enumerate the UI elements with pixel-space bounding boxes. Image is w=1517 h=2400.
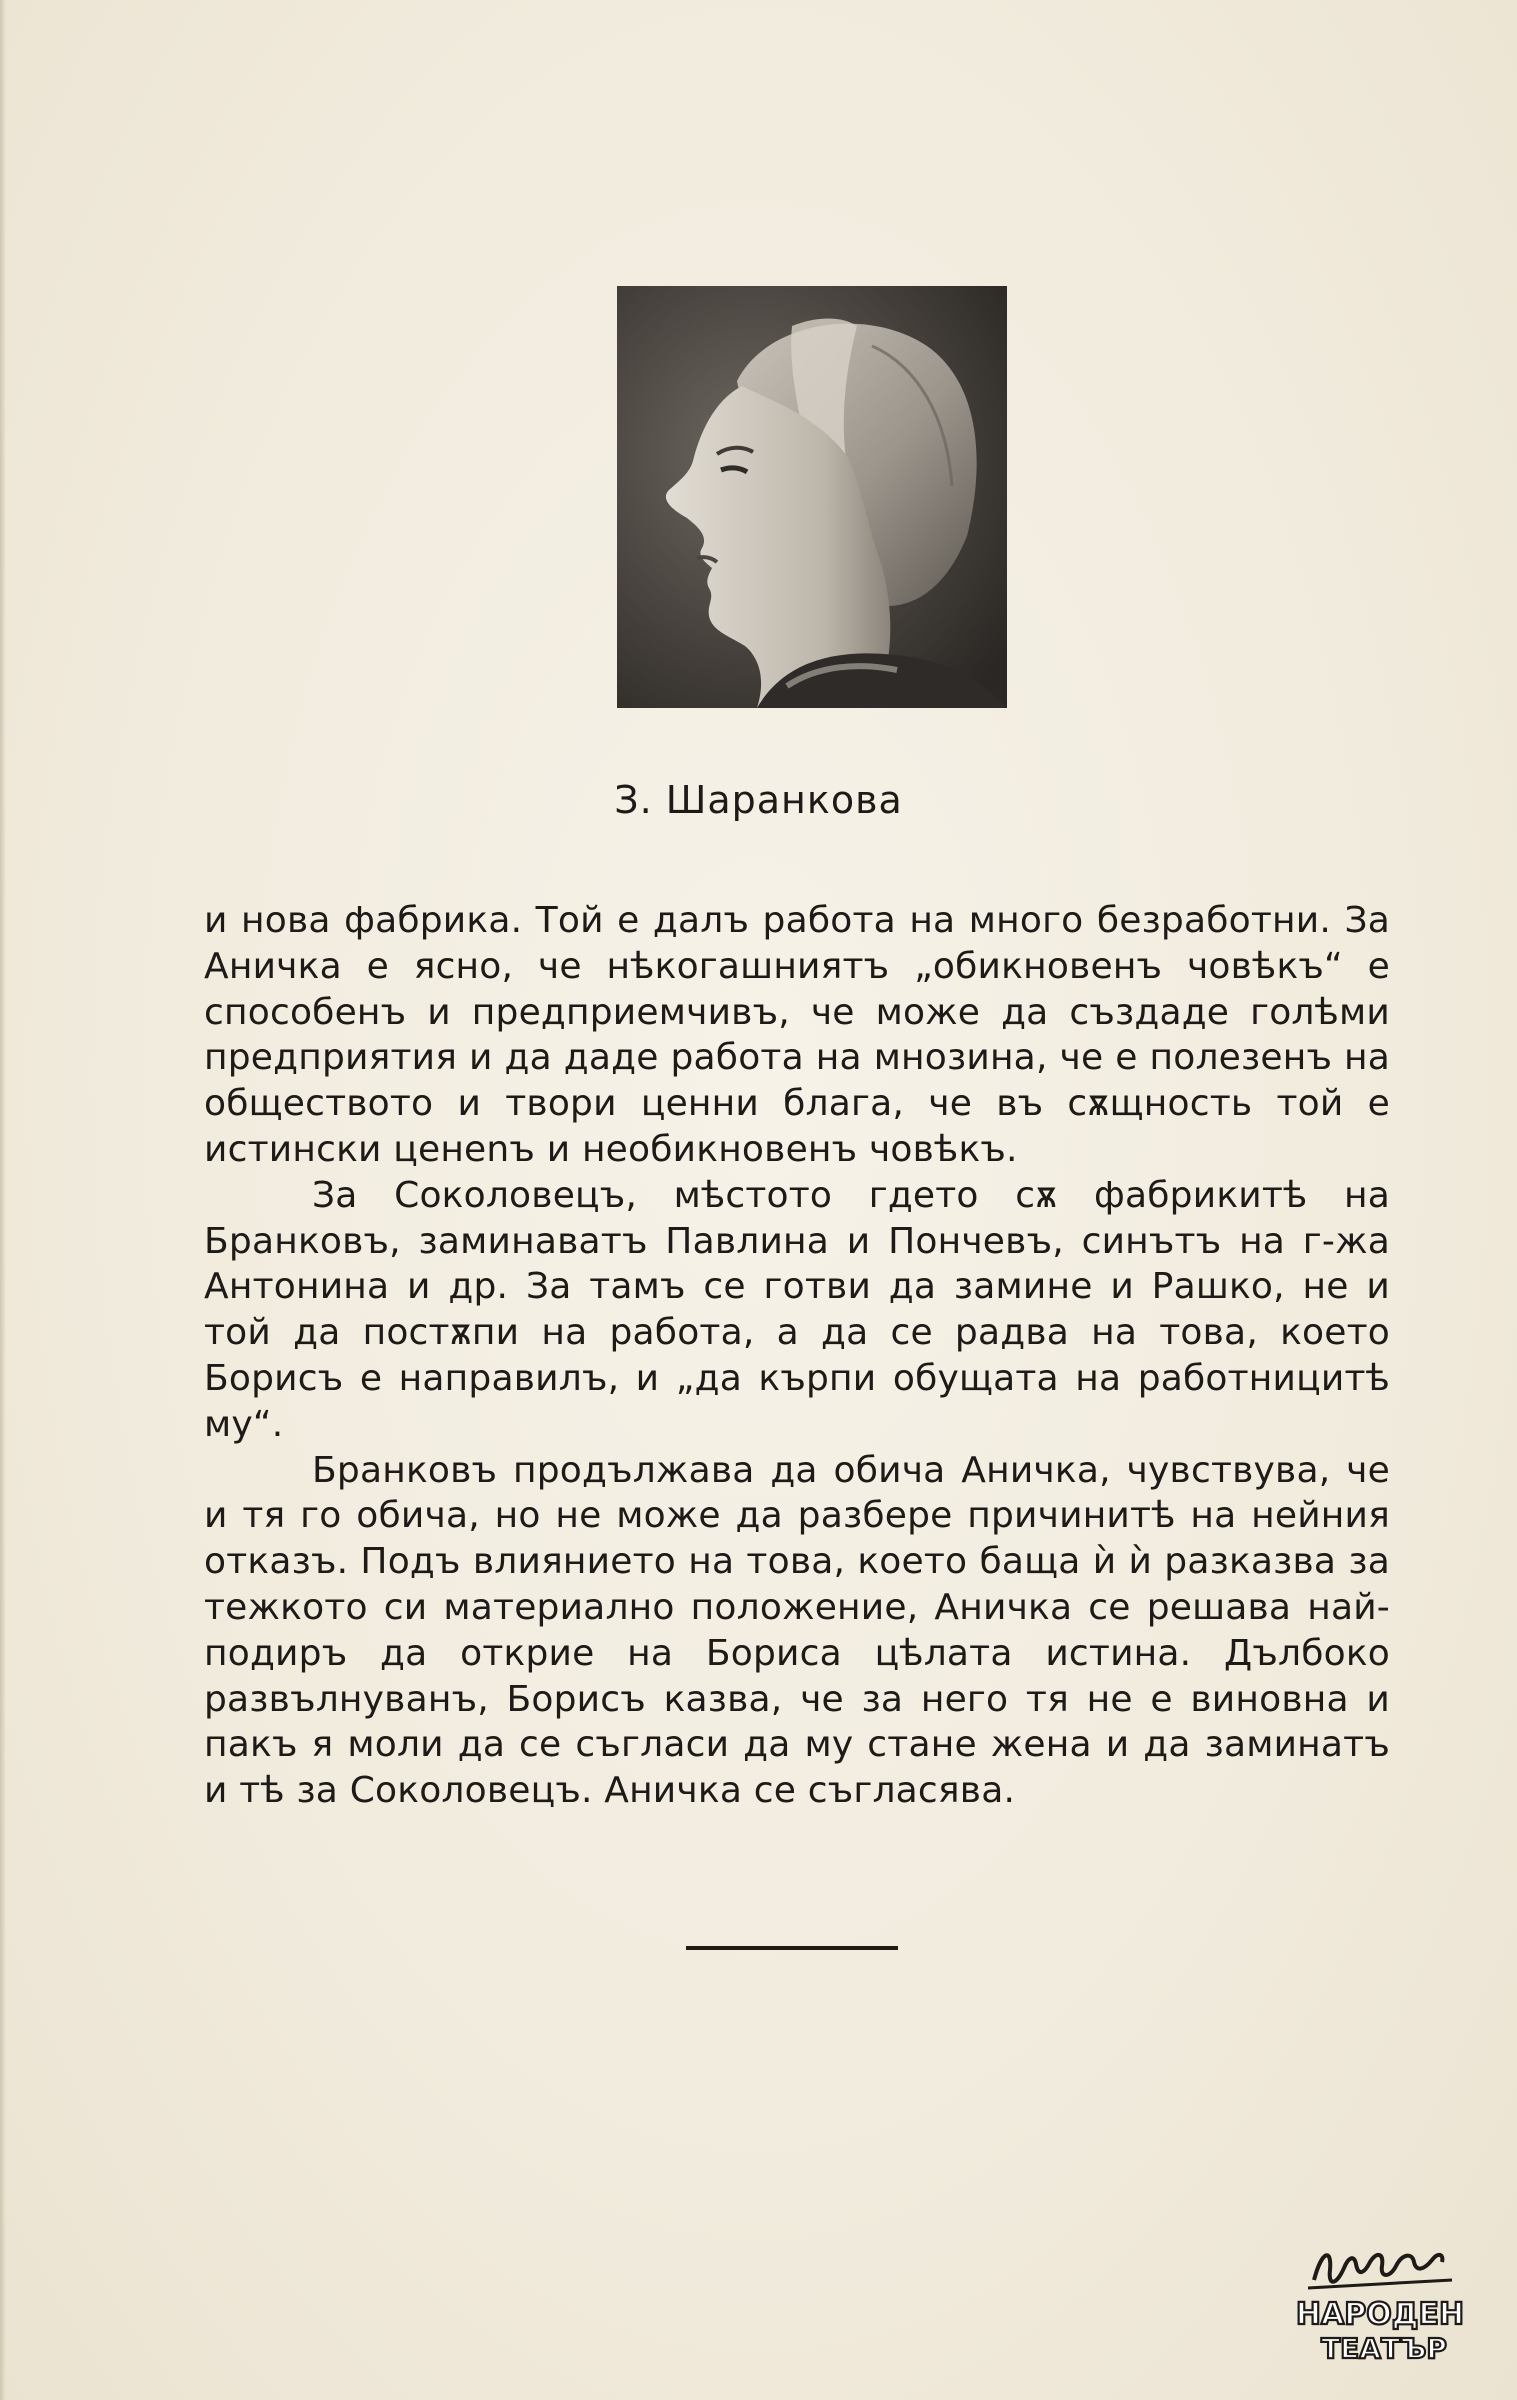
paragraph-3: Бранковъ продължава да обича Аничка, чувствува, че и тя го обича, но не може да разбере причинитѣ на нейния отказъ. Подъ влиянието на това, което баща ѝ ѝ разказва за тежкото си материално положение, Аничка се решава най-подиръ да открие на Бориса цѣлата истина. Дълбоко развълнуванъ, Борисъ казва, че за него тя не е виновна и пакъ я моли да се съгласи да му стане жена и да заминатъ и тѣ за Соколовецъ. Аничка се съгласява. <box>204 1449 1390 1812</box>
portrait-photo <box>617 286 1007 708</box>
woman-profile-portrait <box>617 286 1007 708</box>
separator-line <box>686 1946 898 1950</box>
body-text <box>204 898 1390 1814</box>
paragraph-2: За Соколовецъ, мѣстото гдето сѫ фабрикитѣ на Бранковъ, заминаватъ Павлина и Пончевъ, синътъ на г-жа Антонина и др. За тамъ се готви да замине и Рашко, не и той да постѫпи на работа, а да се радва на това, което Борисъ е направилъ, и „да кърпи обущата на работницитѣ му“. <box>204 1174 1390 1445</box>
paragraph-1: и нова фабрика. Той е далъ работа на много безработни. За Аничка е ясно, че нѣкогашниятъ „обикновенъ човѣкъ“ е способенъ и предприемчивъ, че може да създаде голѣми предприятия и да даде работа на мнозина, че е полезенъ на обществото и твори ценни блага, че въ сѫщность той е истински ценenъ и необикновенъ човѣкъ. <box>204 900 1390 1170</box>
page-edge <box>0 0 6 2400</box>
theatre-logo <box>1292 2240 1468 2370</box>
photo-caption: З. Шаранкова <box>614 778 903 822</box>
logo-text-2: ТЕАТЪР <box>1321 2332 1447 2365</box>
theatre-logo-mark <box>1292 2240 1468 2370</box>
logo-text-1: НАРОДЕН <box>1295 2297 1465 2332</box>
